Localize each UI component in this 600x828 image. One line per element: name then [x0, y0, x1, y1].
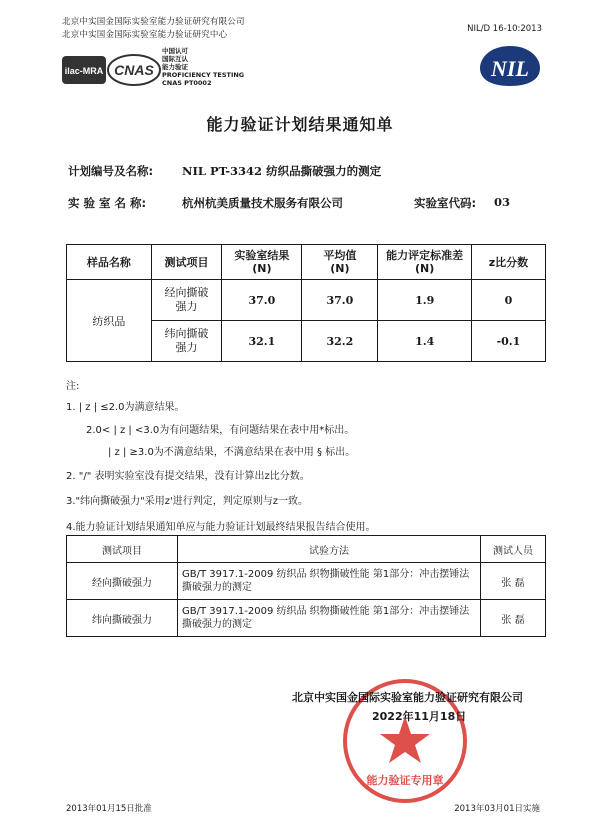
col-header: 样品名称 — [67, 245, 152, 280]
nil-logo-text: NIL — [491, 56, 529, 81]
cert-line: CNAS PT0002 — [162, 79, 212, 87]
footer-effective: 2013年03月01日实施 — [454, 804, 540, 814]
method-item-cell: 经向撕破强力 — [67, 563, 178, 600]
cert-line: PROFICIENCY TESTING — [162, 71, 245, 79]
ilac-logo-text: ilac-MRA — [64, 66, 104, 76]
footer-approved: 2013年01月15日批准 — [66, 804, 152, 814]
z-cell: -0.1 — [471, 321, 545, 362]
col-header: z比分数 — [471, 245, 545, 280]
sd-cell: 1.9 — [378, 280, 471, 321]
nil-logo-icon — [478, 44, 542, 88]
col-header: 实验室结果 (N) — [222, 245, 302, 280]
lab-code-label: 实验室代码: — [414, 196, 477, 210]
col-header: 测试项目 — [151, 245, 222, 280]
table-row — [67, 563, 546, 600]
org-name-line2: 北京中实国金国际实验室能力验证研究中心 — [62, 30, 228, 40]
method-item-cell: 纬向撕破强力 — [67, 600, 178, 637]
person-cell: 张 磊 — [481, 600, 546, 637]
doc-code: NIL/D 16-10:2013 — [467, 24, 542, 34]
note-3: 3."纬向撕破强力"采用z'进行判定，判定原则与z一致。 — [66, 496, 308, 507]
cert-line: 国际互认 — [162, 55, 188, 63]
col-header: 能力评定标准差(N) — [378, 245, 471, 280]
col-header: 测试人员 — [481, 536, 546, 563]
person-cell: 张 磊 — [481, 563, 546, 600]
sample-cell: 纺织品 — [67, 280, 152, 362]
col-header: 试验方法 — [178, 536, 481, 563]
lab-label: 实 验 室 名 称: — [68, 196, 147, 210]
plan-value: NIL PT-3342 纺织品撕破强力的测定 — [182, 164, 382, 178]
method-cell: GB/T 3917.1-2009 纺织品 织物撕破性能 第1部分：冲击摆锤法撕破强力的测定 — [178, 600, 481, 637]
note-1c: | z | ≥3.0为不满意结果，不满意结果在表中用 § 标出。 — [108, 447, 356, 458]
note-1: 1. | z | ≤2.0为满意结果。 — [66, 402, 185, 413]
cert-line: 中国认可 — [162, 47, 188, 55]
mean-cell: 37.0 — [302, 280, 378, 321]
item-cell: 经向撕破强力 — [151, 280, 222, 321]
plan-label: 计划编号及名称: — [68, 164, 154, 178]
z-cell: 0 — [471, 280, 545, 321]
lab-value: 杭州杭美质量技术服务有限公司 — [182, 196, 343, 210]
table-row — [67, 280, 546, 321]
note-4: 4.能力验证计划结果通知单应与能力验证计划最终结果报告结合使用。 — [66, 522, 376, 533]
org-name-line1: 北京中实国金国际实验室能力验证研究有限公司 — [62, 17, 245, 27]
table-row — [67, 600, 546, 637]
method-cell: GB/T 3917.1-2009 纺织品 织物撕破性能 第1部分：冲击摆锤法撕破强力的测定 — [178, 563, 481, 600]
col-header: 平均值 (N) — [302, 245, 378, 280]
lab-code-value: 03 — [494, 195, 511, 209]
result-cell: 32.1 — [222, 321, 302, 362]
cnas-logo-text: CNAS — [114, 62, 154, 78]
seal-bottom-text: 能力验证专用章 — [366, 774, 444, 787]
sd-cell: 1.4 — [378, 321, 471, 362]
results-header-row — [67, 245, 546, 280]
note-2: 2. "/" 表明实验室没有提交结果，没有计算出z比分数。 — [66, 471, 310, 482]
item-cell: 纬向撕破强力 — [151, 321, 222, 362]
signature-date: 2022年11月18日 — [372, 710, 467, 723]
result-cell: 37.0 — [222, 280, 302, 321]
cert-text-block — [162, 47, 244, 87]
results-table — [66, 244, 546, 362]
page-title: 能力验证计划结果通知单 — [206, 115, 394, 134]
method-table — [66, 535, 546, 637]
signature-org: 北京中实国金国际实验室能力验证研究有限公司 — [292, 691, 523, 704]
mean-cell: 32.2 — [302, 321, 378, 362]
note-1b: 2.0< | z | <3.0为有问题结果，有问题结果在表中用*标出。 — [86, 425, 355, 436]
nil-logo — [478, 44, 542, 88]
col-header: 测试项目 — [67, 536, 178, 563]
notes-heading: 注: — [66, 381, 80, 392]
method-header-row — [67, 536, 546, 563]
cert-line: 能力验证 — [162, 63, 188, 71]
